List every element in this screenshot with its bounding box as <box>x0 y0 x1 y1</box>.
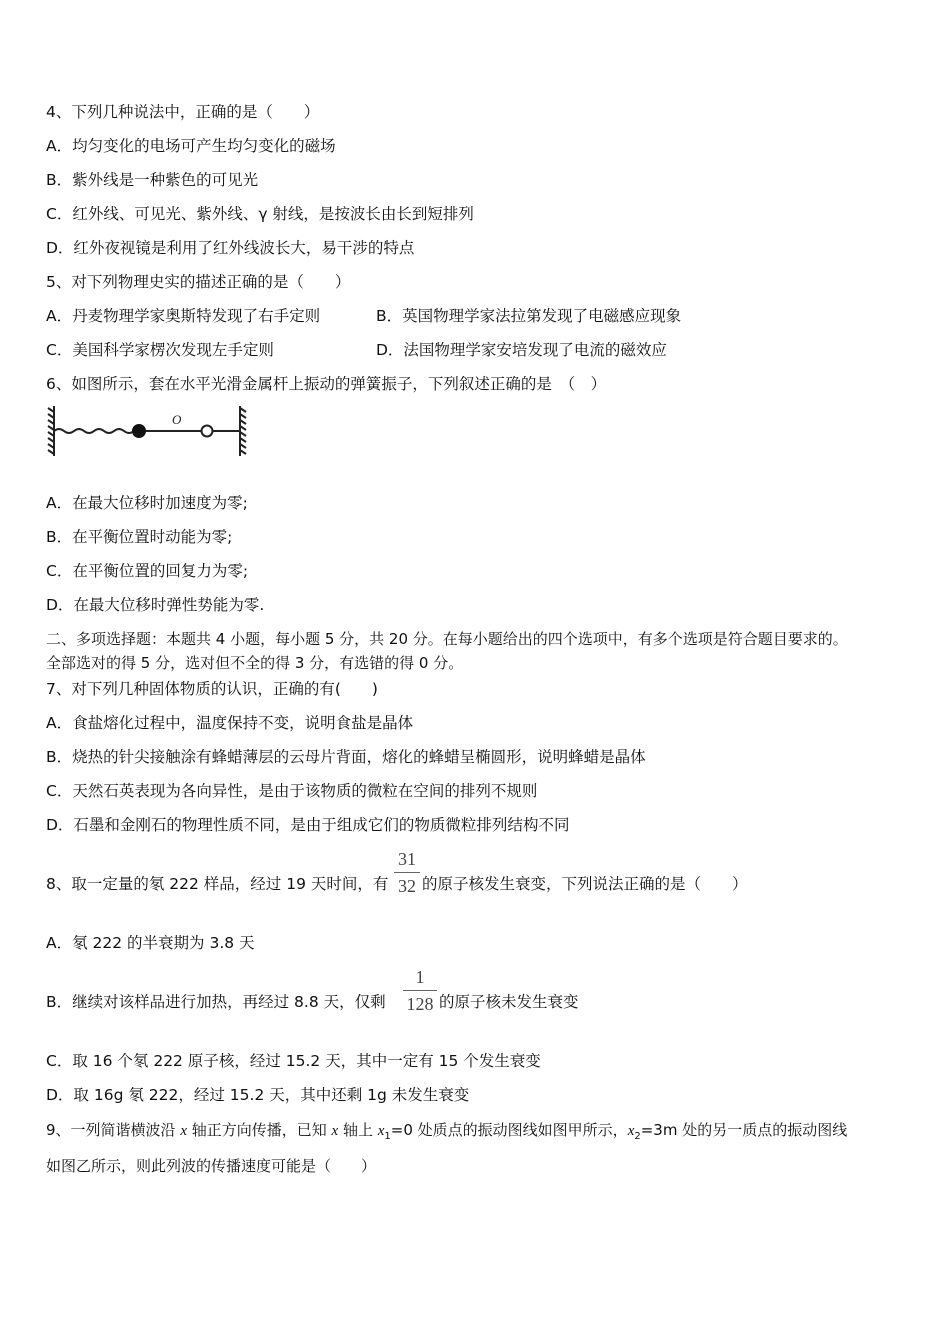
section2-instructions-2: 全部选对的得 5 分，选对但不全的得 3 分，有选错的得 0 分。 <box>46 654 464 672</box>
q4-option-b: B．紫外线是一种紫色的可见光 <box>46 171 259 189</box>
q7-option-d: D．石墨和金刚石的物理性质不同，是由于组成它们的物质微粒排列结构不同 <box>46 816 570 834</box>
q4-option-d: D．红外夜视镜是利用了红外线波长大，易干涉的特点 <box>46 239 415 257</box>
section2-instructions-1: 二、多项选择题：本题共 4 小题，每小题 5 分，共 20 分。在每小题给出的四个选项中，有多个选项是符合题目要求的。 <box>46 630 848 648</box>
q8-stem-before: 8、取一定量的氡 222 样品，经过 19 天时间，有 <box>46 875 389 893</box>
fraction-numerator: 1 <box>415 967 425 987</box>
fraction-denominator: 32 <box>398 876 416 896</box>
q8-option-c: C．取 16 个氡 222 原子核，经过 15.2 天，其中一定有 15 个发生衰变 <box>46 1052 541 1070</box>
q6-stem: 6、如图所示，套在水平光滑金属杆上振动的弹簧振子，下列叙述正确的是 （ ） <box>46 375 607 393</box>
fraction-numerator: 31 <box>398 849 416 869</box>
q4-option-c: C．红外线、可见光、紫外线、γ 射线，是按波长由长到短排列 <box>46 205 474 223</box>
q6-option-b: B．在平衡位置时动能为零; <box>46 528 233 546</box>
q6-option-a: A．在最大位移时加速度为零; <box>46 494 248 512</box>
q7-option-b: B．烧热的针尖接触涂有蜂蜡薄层的云母片背面，熔化的蜂蜡呈椭圆形，说明蜂蜡是晶体 <box>46 748 646 766</box>
q4-stem: 4、下列几种说法中，正确的是（ ） <box>46 103 320 121</box>
q7-option-c: C．天然石英表现为各向异性，是由于该物质的微粒在空间的排列不规则 <box>46 782 538 800</box>
q4-option-a: A．均匀变化的电场可产生均匀变化的磁场 <box>46 137 336 155</box>
q6-option-d: D．在最大位移时弹性势能为零. <box>46 596 265 614</box>
q9-stem-line1: 9、一列简谐横波沿 x 轴正方向传播，已知 x 轴上 $x_1=0$ 处质点的振动图线如图甲所示，$x_2=3m$ 处的另一质点的振动图线 <box>46 1121 848 1142</box>
q5-option-a: A．丹麦物理学家奥斯特发现了右手定则 <box>46 307 321 325</box>
q8-fraction <box>394 848 420 897</box>
q5-option-d: D．法国物理学家安培发现了电流的磁效应 <box>376 341 667 359</box>
q7-stem: 7、对下列几种固体物质的认识，正确的有( ) <box>46 680 378 698</box>
figure-label-o: O <box>172 412 182 427</box>
fraction-denominator: 128 <box>406 994 434 1014</box>
q8-option-b-before: B．继续对该样品进行加热，再经过 8.8 天，仅剩 <box>46 993 386 1011</box>
q7-option-a: A．食盐熔化过程中，温度保持不变，说明食盐是晶体 <box>46 714 414 732</box>
q5-option-c: C．美国科学家楞次发现左手定则 <box>46 341 274 359</box>
q8-stem-after: 的原子核发生衰变，下列说法正确的是（ ） <box>422 875 748 893</box>
q8-option-b-after: 的原子核未发生衰变 <box>439 993 579 1011</box>
q8-option-a: A．氡 222 的半衰期为 3.8 天 <box>46 934 255 952</box>
q6-option-c: C．在平衡位置的回复力为零; <box>46 562 249 580</box>
q8-option-b-fraction <box>403 966 437 1015</box>
q9-stem-line2: 如图乙所示，则此列波的传播速度可能是（ ） <box>46 1157 377 1175</box>
spring-oscillator-figure <box>44 402 254 462</box>
q8-option-d: D．取 16g 氡 222，经过 15.2 天，其中还剩 1g 未发生衰变 <box>46 1086 470 1104</box>
q5-option-b: B．英国物理学家法拉第发现了电磁感应现象 <box>376 307 682 325</box>
q5-stem: 5、对下列物理史实的描述正确的是（ ） <box>46 273 351 291</box>
